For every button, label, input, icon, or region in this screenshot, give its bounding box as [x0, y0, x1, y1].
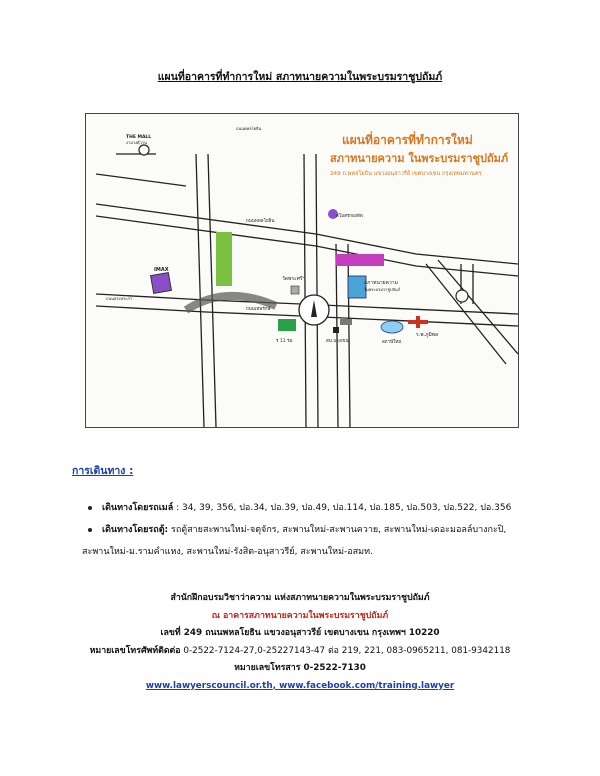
travel-heading: การเดินทาง : — [72, 465, 134, 477]
roundabout-small — [456, 290, 468, 302]
travel-list — [84, 497, 544, 563]
footer-phone — [0, 643, 600, 661]
footer-building: ณ อาคารสภาทนายความในพระบรมราชูปถัมภ์ — [211, 610, 389, 621]
label-hospital: ร.พ.ภูมิพล — [416, 332, 439, 338]
list-item-van — [84, 519, 544, 541]
temple-icon — [291, 286, 299, 294]
label-the-mall-sub: งามวงศ์วาน — [126, 140, 147, 145]
van-text-continued: สะพานใหม่-ม.รามคำแหง, สะพานใหม่-รังสิต-อนุสาวรีย์, สะพานใหม่-อสมท. — [82, 547, 373, 557]
facebook-link[interactable]: www.facebook.com/training.lawyer — [279, 680, 455, 691]
police-marker — [333, 327, 339, 333]
phone-label: หมายเลขโทรศัพท์ติดต่อ — [89, 645, 181, 656]
label-the-mall: THE MALL — [126, 135, 152, 140]
phone-numbers: 0-2522-7124-27,0-25227143-47 ต่อ 219, 221, 083-0965211, 081-9342118 — [180, 645, 511, 656]
label-road-phahon: ถนนพหลโยธิน — [246, 219, 275, 224]
r11-building — [278, 319, 296, 331]
label-road-top: ถนนพหลโยธิน — [236, 126, 262, 131]
footer-fax: หมายเลขโทรสาร 0-2522-7130 — [234, 663, 366, 673]
label-road-khubon: ถนนสรงประภา — [106, 296, 133, 301]
website-link[interactable]: www.lawyerscouncil.or.th — [145, 680, 273, 691]
link-separator: , — [272, 680, 280, 691]
label-office-sub: ในพระบรมราชูปถัมภ์ — [364, 287, 401, 292]
map-heading-line1: แผนที่อาคารที่ทำการใหม่ — [342, 133, 473, 147]
footer-address: เลขที่ 249 ถนนพหลโยธิน แขวงอนุสาวรีย์ เขตบางเขน กรุงเทพฯ 10220 — [160, 628, 440, 638]
footer-org: สำนักฝึกอบรมวิชาว่าความ แห่งสภาทนายความในพระบรมราชูปถัมภ์ — [170, 593, 430, 603]
label-office: สภาทนายความ — [364, 280, 398, 286]
map-heading-line3: 249 ถ.พหลโยธิน แขวงอนุสาวรีย์ เขตบางเขน กรุงเทพมหานคร — [330, 171, 482, 177]
van-text: รถตู้สายสะพานใหม่-จตุจักร, สะพานใหม่-สะพานควาย, สะพานใหม่-เดอะมอลล์บางกะปิ, — [168, 525, 507, 535]
magenta-bar — [336, 254, 384, 266]
bus-label: เดินทางโดยรถเมล์ — [102, 503, 174, 513]
bullet-dot — [88, 528, 92, 532]
green-building — [216, 232, 232, 286]
the-mall-marker — [139, 145, 149, 155]
market-marker — [340, 319, 352, 325]
page-title: แผนที่อาคารที่ทำการใหม่ สภาทนายความในพระบรมราชูปถัมภ์ — [157, 71, 443, 83]
label-purple: สโมสรกองทัพ — [336, 214, 363, 219]
imax-marker — [151, 273, 172, 294]
bullet-dot — [88, 506, 92, 510]
label-road-lower: ถนนเทพรักษ์ — [246, 307, 271, 312]
bts-marker — [381, 321, 403, 333]
label-wat: วัดพระศรีฯ — [282, 276, 306, 282]
footer-contact — [0, 590, 600, 695]
label-bts: สถานีใหม่ — [382, 340, 402, 345]
label-r11: ร 11 รอ. — [276, 339, 294, 344]
location-map — [85, 113, 519, 428]
label-police: สน.บางเขน — [326, 339, 349, 344]
label-imax: IMAX — [154, 267, 169, 273]
map-drawing — [86, 114, 518, 427]
list-item-bus — [84, 497, 544, 519]
bus-text: : 34, 39, 356, ปอ.34, ปอ.39, ปอ.49, ปอ.114, ปอ.185, ปอ.503, ปอ.522, ปอ.356 — [173, 503, 512, 513]
hospital-cross-icon — [408, 316, 428, 328]
map-heading-line2: สภาทนายความ ในพระบรมราชูปถัมภ์ — [330, 152, 509, 165]
footer-links — [0, 678, 600, 696]
van-label: เดินทางโดยรถตู้: — [102, 525, 169, 535]
